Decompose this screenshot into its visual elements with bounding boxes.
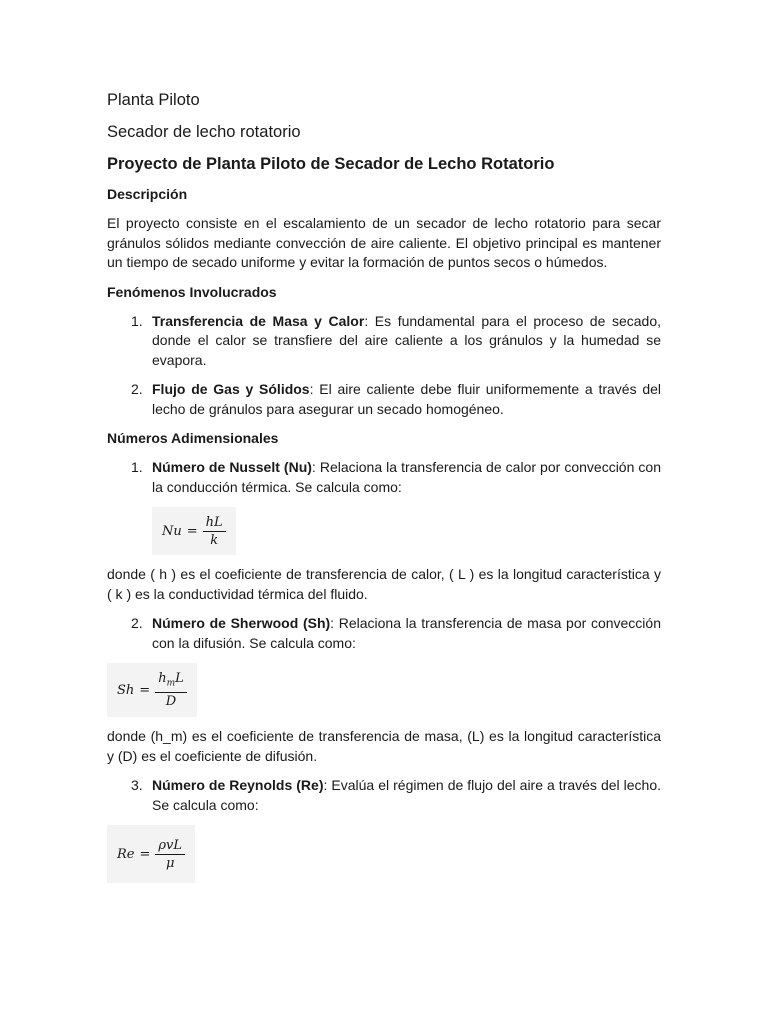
formula-fraction [155, 838, 185, 871]
list-term: Número de Sherwood (Sh) [152, 615, 331, 631]
descripcion-heading: Descripción [107, 186, 188, 202]
formula-equals: = [139, 682, 151, 698]
list-text: : Evalúa el régimen de flujo del aire a través del lecho. Se calcula como: [152, 777, 661, 813]
list-number: 2. [131, 615, 143, 631]
list-number: 2. [131, 381, 143, 397]
formula-denominator: μ [165, 855, 175, 871]
document-page [107, 90, 661, 893]
list-text: : Es fundamental para el proceso de secado, donde el calor se transfiere del aire caliente a los gránulos y la humedad se evapora. [152, 312, 661, 368]
nusselt-explanation: donde ( h ) es el coeficiente de transferencia de calor, ( L ) es la longitud característica y ( k ) es la conductividad térmica del fluido. [107, 566, 661, 602]
descripcion-text: El proyecto consiste en el escalamiento de un secador de lecho rotatorio para secar gránulos sólidos mediante convección de aire caliente. El objetivo principal es mantener un tiempo de secado uniforme y evitar la formación de puntos secos o húmedos. [107, 215, 661, 270]
list-text: : El aire caliente debe fluir uniformemente a través del lecho de gránulos para asegurar un secado homogéneo. [152, 381, 662, 417]
list-item [107, 614, 661, 653]
sherwood-explanation: donde (h_m) es el coeficiente de transferencia de masa, (L) es la longitud característica y (D) es el coeficiente de difusión. [107, 728, 661, 764]
list-term: Número de Nusselt (Nu) [152, 459, 312, 475]
formula-denominator: D [165, 694, 177, 710]
fenomenos-heading: Fenómenos Involucrados [107, 283, 277, 300]
list-number: 1. [131, 459, 143, 475]
document-title: Proyecto de Planta Piloto de Secador de Lecho Rotatorio [107, 155, 555, 173]
numerator-h: h [158, 670, 167, 686]
reynolds-formula [107, 825, 195, 883]
formula-lhs: Nu [162, 523, 182, 539]
nusselt-formula [152, 507, 236, 555]
numeros-heading: Números Adimensionales [107, 430, 279, 446]
header-line-1: Planta Piloto [107, 91, 200, 109]
formula-numerator: ρvL [155, 838, 185, 855]
list-item [107, 380, 661, 419]
list-term: Flujo de Gas y Sólidos [152, 381, 310, 397]
list-item [107, 458, 661, 497]
formula-equals: = [139, 846, 151, 862]
formula-lhs: Sh [117, 682, 135, 698]
numerator-l: L [175, 670, 184, 686]
list-text: : Relaciona la transferencia de calor por convección con la conducción térmica. Se calcula como: [152, 459, 661, 495]
formula-fraction [155, 671, 187, 710]
formula-numerator: hL [203, 515, 226, 532]
sherwood-formula [107, 663, 197, 717]
list-item [107, 312, 661, 371]
formula-denominator: k [210, 532, 219, 548]
reynolds-formula-block [107, 825, 661, 883]
list-term: Transferencia de Masa y Calor [152, 312, 365, 329]
list-term: Número de Reynolds (Re) [152, 777, 324, 793]
numerator-subscript: m [166, 678, 176, 689]
header-line-2: Secador de lecho rotatorio [107, 123, 301, 141]
list-text: : Relaciona la transferencia de masa por convección con la difusión. Se calcula como: [152, 615, 661, 651]
list-number: 1. [131, 312, 143, 329]
list-number: 3. [131, 777, 143, 793]
formula-lhs: Re [117, 846, 135, 862]
list-item [107, 776, 661, 815]
formula-equals: = [186, 523, 198, 539]
formula-numerator [155, 671, 187, 694]
nusselt-formula-block [107, 507, 661, 555]
sherwood-formula-block [107, 663, 661, 717]
formula-fraction [203, 515, 226, 548]
